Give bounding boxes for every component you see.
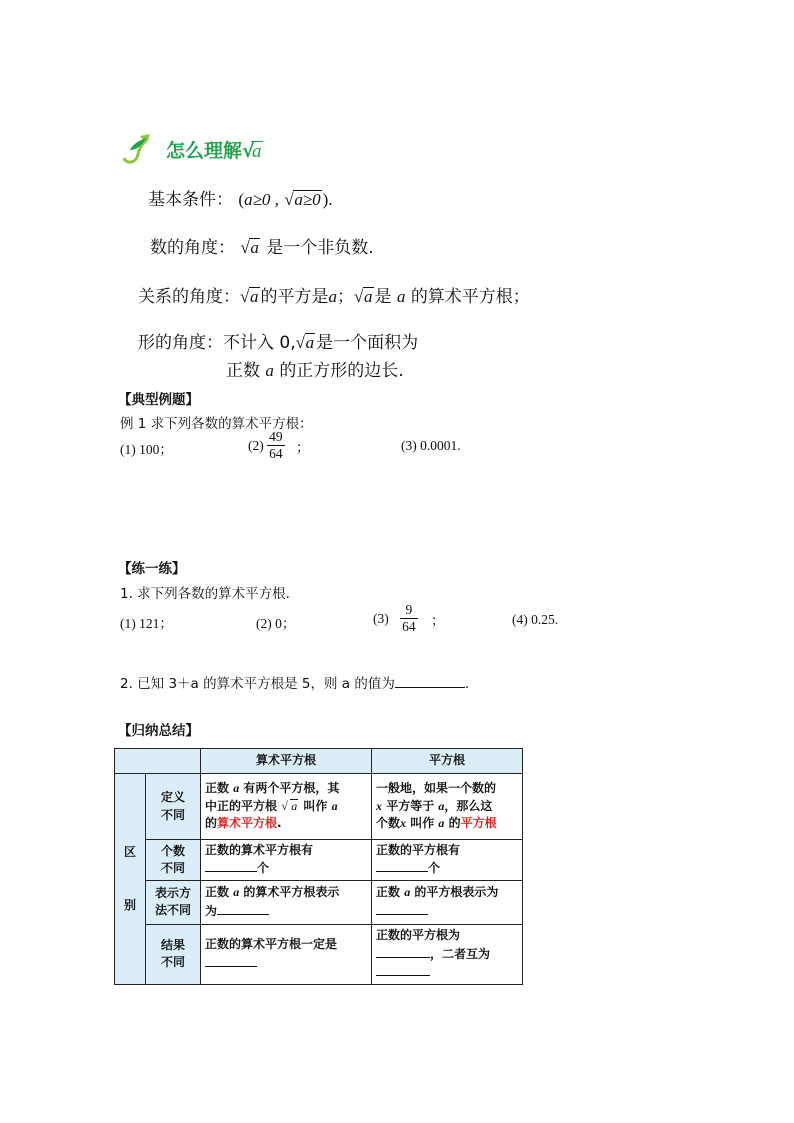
cell-notation-arith [201, 880, 372, 924]
relation-angle-line [138, 282, 530, 307]
example-item-2 [248, 430, 310, 462]
text-fragment: 正数 [205, 781, 230, 796]
sqrt-symbol: √ a [242, 140, 262, 162]
shape-angle-line2 [226, 356, 404, 381]
table-header-row [115, 749, 523, 774]
cell-line [376, 963, 518, 981]
table-row-count [115, 840, 523, 881]
answer-blank[interactable] [395, 673, 465, 688]
answer-blank[interactable] [217, 902, 269, 915]
cell-line [376, 798, 518, 815]
text-fragment: 叫作 [410, 816, 435, 831]
table-row-notation [115, 880, 523, 924]
basic-cond1: a≥0 , [244, 190, 279, 209]
sqrt-var: a [364, 287, 373, 306]
text-fragment: 的平方根表示为 [414, 885, 499, 900]
text-fragment: 正数 [376, 885, 401, 900]
sqrt-var: a [250, 238, 259, 257]
cell-line [376, 815, 518, 832]
sqrt-symbol: √ a≥0 [284, 190, 321, 209]
math-var: a [404, 885, 411, 900]
basic-condition-line [148, 185, 333, 210]
sqrt-symbol: √ a [240, 238, 259, 257]
cell-line [376, 859, 518, 877]
cell-line: 正数的算术平方根一定是 [205, 937, 338, 952]
math-var: a [438, 816, 445, 831]
answer-blank[interactable] [376, 902, 428, 915]
cell-line [205, 859, 367, 877]
basic-label: 基本条件： [148, 190, 233, 210]
row-label-definition [146, 774, 201, 840]
row-label-count [146, 840, 201, 881]
cell-line: 正数的平方根为 [376, 928, 461, 943]
math-var: a [438, 798, 445, 813]
shape-line2a: 正数 [226, 361, 260, 381]
text-fragment: 个 [428, 861, 441, 876]
sqrt-symbol: √ a [281, 798, 298, 813]
cell-line [376, 902, 518, 920]
fraction-numerator: 49 [269, 429, 283, 444]
shape-angle-line1 [138, 328, 418, 353]
practice-item-3-label: (3) [373, 610, 389, 626]
sqrt-symbol: √ a [295, 333, 315, 352]
side-label-char2: 别 [123, 897, 136, 912]
heading-title-text: 怎么理解 [166, 140, 243, 162]
cell-result-square [372, 924, 523, 984]
text-fragment: 有两个平方根，其 [243, 781, 340, 796]
cell-line: 正数的平方根有 [376, 843, 461, 857]
practice-item-2: (2) 0； [256, 616, 296, 631]
summary-table [114, 748, 523, 985]
relation-var1: a [328, 287, 337, 306]
side-label-difference [115, 774, 146, 985]
summary-section-title: 【归纳总结】 [118, 723, 199, 739]
sqrt-var: a [305, 333, 315, 352]
number-text: 是一个非负数. [266, 238, 374, 258]
cell-notation-square [372, 880, 523, 924]
basic-open: ( [238, 190, 245, 209]
relation-label: 关系的角度： [138, 287, 240, 307]
text-fragment: 叫作 [303, 798, 328, 813]
shape-part2: 是一个面积为 [316, 333, 419, 353]
table-row-result [115, 924, 523, 984]
text-fragment: 的算术平方根表示 [243, 885, 340, 900]
row-label-result [146, 924, 201, 984]
example-item-3: (3) 0.0001. [401, 438, 461, 453]
column-header-square: 平方根 [372, 749, 523, 774]
math-var: a [233, 885, 240, 900]
cell-count-square [372, 840, 523, 881]
cell-line [376, 884, 518, 901]
cell-line [205, 954, 367, 972]
row-label-line2: 不同 [160, 860, 185, 875]
cell-line [376, 945, 518, 963]
math-var: x [376, 798, 382, 813]
practice-item-3-tail: ； [431, 612, 445, 628]
shape-var: a [265, 361, 274, 380]
example-item-2-tail: ； [296, 439, 310, 455]
text-fragment: ，二者互为 [430, 946, 491, 961]
text-fragment: ，那么这 [444, 798, 493, 813]
table-row-definition [115, 774, 523, 840]
sqrt-symbol: √ a [354, 287, 373, 306]
basic-cond2: a≥0 [294, 190, 321, 209]
table-corner-cell [115, 749, 201, 774]
shape-part1: 不计入 0, [223, 333, 296, 353]
text-fragment: 为 [205, 903, 218, 918]
cell-line [205, 780, 367, 797]
answer-blank[interactable] [376, 945, 430, 958]
basic-close: ). [322, 190, 333, 209]
row-label-notation [146, 880, 201, 924]
cell-line [205, 815, 367, 832]
practice-item-3 [373, 603, 445, 635]
row-label-line2: 不同 [160, 807, 185, 822]
practice-question-2-text: 2. 已知 3＋a 的算术平方根是 5，则 a 的值为 [120, 676, 395, 692]
number-angle-line [150, 233, 374, 258]
example-item-1: (1) 100； [120, 442, 173, 457]
practice-item-1: (1) 121； [120, 616, 173, 631]
text-fragment: . [277, 816, 282, 831]
relation-part1: 的平方是 [260, 287, 329, 307]
text-fragment: 个数 [376, 816, 401, 831]
sqrt-var: a [250, 287, 259, 306]
practice-question-2 [120, 672, 469, 692]
sqrt-symbol: √ a [240, 287, 259, 306]
example-prompt: 例 1 求下列各数的算术平方根： [120, 416, 313, 432]
column-header-arith: 算术平方根 [201, 749, 372, 774]
answer-blank[interactable] [205, 859, 257, 872]
text-fragment: 的 [448, 816, 461, 831]
cell-definition-square [372, 774, 523, 840]
sqrt-var: a [252, 141, 262, 162]
row-label-line2: 法不同 [154, 903, 191, 918]
relation-part3: 的算术平方根； [410, 287, 530, 307]
answer-blank[interactable] [205, 954, 257, 967]
math-var: a [331, 798, 338, 813]
cell-line: 一般地，如果一个数的 [376, 781, 497, 796]
answer-blank[interactable] [376, 963, 430, 976]
shape-label: 形的角度： [138, 333, 223, 353]
fraction-numerator: 9 [405, 602, 413, 617]
relation-var2: a [396, 287, 406, 306]
cell-result-arith [201, 924, 372, 984]
practice-item-4: (4) 0.25. [512, 612, 559, 627]
fraction [400, 603, 418, 635]
text-fragment: 正数 [205, 885, 230, 900]
highlight-term: 算术平方根 [217, 816, 278, 831]
highlight-term: 平方根 [460, 816, 497, 831]
leaf-arrow-icon [120, 130, 152, 170]
number-label: 数的角度： [150, 238, 235, 258]
row-label-line1: 定义 [160, 790, 185, 805]
shape-line2b: 的正方形的边长. [279, 361, 404, 381]
fraction-denominator: 64 [402, 618, 416, 634]
cell-count-arith [201, 840, 372, 881]
practice-question-2-end: . [464, 676, 470, 692]
math-var: a [233, 781, 240, 796]
text-fragment: 个 [257, 861, 270, 876]
side-label-char1: 区 [123, 844, 136, 859]
fraction [267, 430, 285, 462]
example-item-2-label: (2) [248, 437, 264, 453]
sqrt-var: a [291, 798, 298, 813]
practice-question-1: 1. 求下列各数的算术平方根. [120, 586, 290, 602]
row-label-line1: 表示方 [154, 885, 191, 900]
math-var: x [400, 816, 407, 831]
relation-part2: 是 [374, 287, 392, 307]
cell-definition-arith [201, 774, 372, 840]
text-fragment: 的 [205, 816, 218, 831]
cell-line [205, 902, 367, 920]
text-fragment: 中正的平方根 [205, 798, 278, 813]
cell-line [205, 884, 367, 901]
row-label-line1: 结果 [160, 937, 185, 952]
row-label-line1: 个数 [160, 843, 185, 858]
row-label-line2: 不同 [160, 955, 185, 970]
text-fragment: 平方等于 [386, 798, 435, 813]
fraction-denominator: 64 [269, 445, 283, 461]
example-section-title: 【典型例题】 [118, 392, 199, 408]
answer-blank[interactable] [376, 859, 428, 872]
practice-section-title: 【练一练】 [118, 561, 186, 577]
cell-line: 正数的算术平方根有 [205, 843, 314, 857]
section-heading [166, 136, 264, 163]
cell-line [205, 798, 367, 815]
relation-sep: ； [337, 287, 354, 307]
